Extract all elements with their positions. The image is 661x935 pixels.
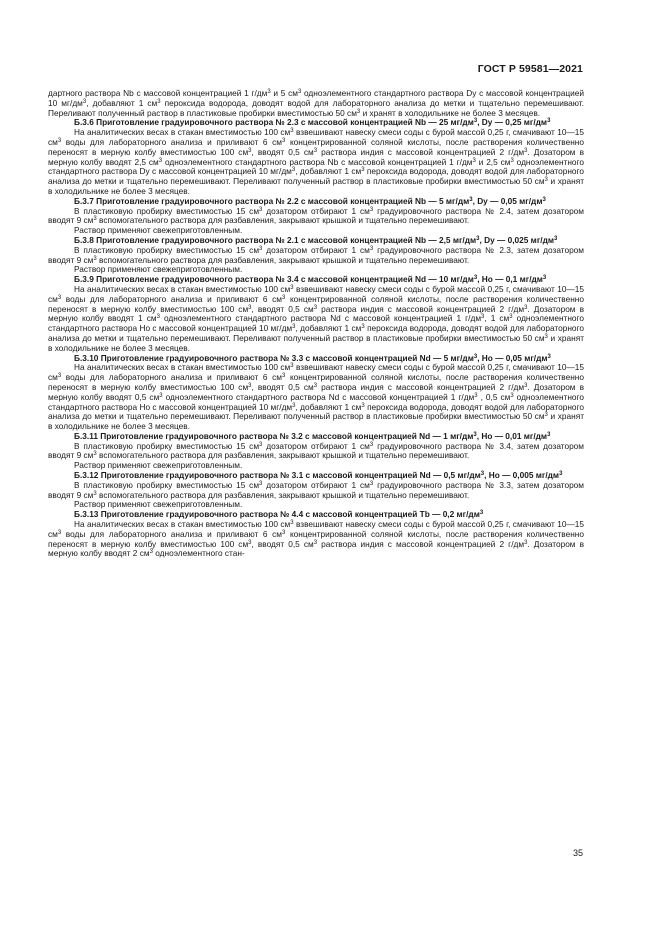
section-heading-b-3-9: Б.3.9 Приготовление градуировочного раствора № 3.4 с массовой концентрацией Nd — 10 $мг/дм^3$, Ho — 0,1 $мг/дм^3$ <box>74 274 547 285</box>
paragraph: Раствор применяют свежеприготовленным. <box>74 460 243 471</box>
paragraph: На аналитических весах в стакан вместимостью 100 $см^3$ взвешивают навеску смеси соды с бурой массой 0,25 г, смачивают 10—15 $см^3$ воды для лабораторного анализа и приливают 6 $см^3$ концентрированной соляной кислоты, после растворения количественно переносят в мерную колбу вместимостью 100 $см^3$, вводят 0,5 $см^3$ раствора индия с массовой концентрацией 2 $г/дм^3$. Дозатором в мерную колбу вводят 2 $см^3$ одноэлементного стан- <box>48 519 585 559</box>
paragraph: Раствор применяют свежеприготовленным. <box>74 225 243 236</box>
section-heading-b-3-13: Б.3.13 Приготовление градуировочного раствора № 4.4 с массовой концентрацией Tb — 0,2 $мг/дм^3$ <box>74 509 484 520</box>
page-number: 35 <box>572 848 583 858</box>
paragraph: В пластиковую пробирку вместимостью 15 $см^3$ дозатором отбирают 1 $см^3$ градуировочного раствора № 2.3, затем дозатором вводят 9 $см^3$ вспомогательного раствора для разбавления, закрывают крышкой и тщательно перемешивают. <box>48 244 584 265</box>
paragraph: На аналитических весах в стакан вместимостью 100 $см^3$ взвешивают навеску смеси соды с бурой массой 0,25 г, смачивают 10—15 $см^3$ воды для лабораторного анализа и приливают 6 $см^3$ концентрированной соляной кислоты, после растворения количественно переносят в мерную колбу вместимостью 100 $см^3$, вводят 0,5 $см^3$ раствора индия с массовой концентрацией 2 $г/дм^3$. Дозатором в мерную колбу вводят 0,5 $см^3$ одноэлементного стандартного раствора Nd с массовой концентрацией 1 $г/дм^3$ , 0,5 $см^3$ одноэлементного стандартного раствора Ho с массовой концентрацией 10 $мг/дм^3$, добавляют 1 $см^3$ пероксида водорода, доводят водой для лабораторного анализа до метки и тщательно перемешивают. Переливают полученный раствор в пластиковые пробирки вместимостью 50 $см^3$ и хранят в холодильнике не более 3 месяцев. <box>48 362 585 432</box>
section-heading-b-3-6: Б.3.6 Приготовление градуировочного раствора № 2.3 с массовой концентрацией Nb — 25 $мг/дм^3$, Dy — 0,25 $мг/дм^3$ <box>74 117 551 128</box>
section-heading-b-3-11: Б.3.11 Приготовление градуировочного раствора № 3.2 с массовой концентрацией Nd — 1 $мг/дм^3$, Ho — 0,01 $мг/дм^3$ <box>74 430 551 441</box>
section-heading-b-3-10: Б.3.10 Приготовление градуировочного раствора № 3.3 с массовой концентрацией Nd — 5 $мг/дм^3$, Ho — 0,05 $мг/дм^3$ <box>74 352 551 363</box>
standard-header: ГОСТ Р 59581—2021 <box>477 63 583 75</box>
section-heading-b-3-7: Б.3.7 Приготовление градуировочного раствора № 2.2 с массовой концентрацией Nb — 5 $мг/дм^3$, Dy — 0,05 $мг/дм^3$ <box>74 195 546 206</box>
paragraph: На аналитических весах в стакан вместимостью 100 $см^3$ взвешивают навеску смеси соды с бурой массой 0,25 г, смачивают 10—15 $см^3$ воды для лабораторного анализа и приливают 6 $см^3$ концентрированной соляной кислоты, после растворения количественно переносят в мерную колбу вместимостью 100 $см^3$, вводят 0,5 $см^3$ раствора индия с массовой концентрацией 2 $г/дм^3$. Дозатором в мерную колбу вводят 1 $см^3$ одноэлементного стандартного раствора Nd с массовой концентрацией 1 $г/дм^3$, 1 $см^3$ одноэлементного стандартного раствора Ho с массовой концентрацией 10 $мг/дм^3$, добавляют 1 $см^3$ пероксида водорода, доводят водой для лабораторного анализа до метки и тщательно перемешивают. Переливают полученный раствор в пластиковые пробирки вместимостью 50 $см^3$ и хранят в холодильнике не более 3 месяцев. <box>48 283 585 353</box>
paragraph: На аналитических весах в стакан вместимостью 100 $см^3$ взвешивают навеску смеси соды с бурой массой 0,25 г, смачивают 10—15 $см^3$ воды для лабораторного анализа и приливают 6 $см^3$ концентрированной соляной кислоты, после растворения количественно переносят в мерную колбу вместимостью 100 $см^3$, вводят 0,5 $см^3$ раствора индия с массовой концентрацией 2 $г/дм^3$. Дозатором в мерную колбу вводят 2,5 $см^3$ одноэлементного стандартного раствора Nb с массовой концентрацией 1 $г/дм^3$ и 2,5 $см^3$ одноэлементного стандартного раствора Dy с массовой концентрацией 10 $мг/дм^3$, добавляют 1 $см^3$ пероксида водорода, доводят водой для лабораторного анализа до метки и тщательно перемешивают. Переливают полученный раствор в пластиковые пробирки вместимостью 50 $см^3$ и хранят в холодильнике не более 3 месяцев. <box>48 127 585 196</box>
section-heading-b-3-8: Б.3.8 Приготовление градуировочного раствора № 2.1 с массовой концентрацией Nb — 2,5 $мг/дм^3$, Dy — 0,025 $мг/дм^3$ <box>74 234 558 245</box>
paragraph: В пластиковую пробирку вместимостью 15 $см^3$ дозатором отбирают 1 $см^3$ градуировочного раствора № 2.4, затем дозатором вводят 9 $см^3$ вспомогательного раствора для разбавления, закрывают крышкой и тщательно перемешивают. <box>48 205 584 226</box>
paragraph: Раствор применяют свежеприготовленным. <box>74 499 243 510</box>
paragraph-continuation: дартного раствора Nb с массовой концентрацией 1 $г/дм^3$ и 5 $см^3$ одноэлементного стандартного раствора Dy с массовой концентрацией 10 $мг/дм^3$, добавляют 1 $см^3$ пероксида водорода, доводят водой для лабораторного анализа до метки и тщательно перемешивают. Переливают полученный раствор в пластиковые пробирки вместимостью 50 $см^3$ и хранят в холодильнике не более 3 месяцев. <box>48 88 585 118</box>
paragraph: В пластиковую пробирку вместимостью 15 $см^3$ дозатором отбирают 1 $см^3$ градуировочного раствора № 3.4, затем дозатором вводят 9 $см^3$ вспомогательного раствора для разбавления, закрывают крышкой и тщательно перемешивают. <box>48 440 584 461</box>
section-heading-b-3-12: Б.3.12 Приготовление градуировочного раствора № 3.1 с массовой концентрацией Nd — 0,5 $мг/дм^3$, Ho — 0,005 $мг/дм^3$ <box>74 470 563 481</box>
paragraph: Раствор применяют свежеприготовленным. <box>74 264 243 275</box>
body-text <box>48 89 584 559</box>
paragraph: В пластиковую пробирку вместимостью 15 $см^3$ дозатором отбирают 1 $см^3$ градуировочного раствора № 3.3, затем дозатором вводят 9 $см^3$ вспомогательного раствора для разбавления, закрывают крышкой и тщательно перемешивают. <box>48 479 584 500</box>
